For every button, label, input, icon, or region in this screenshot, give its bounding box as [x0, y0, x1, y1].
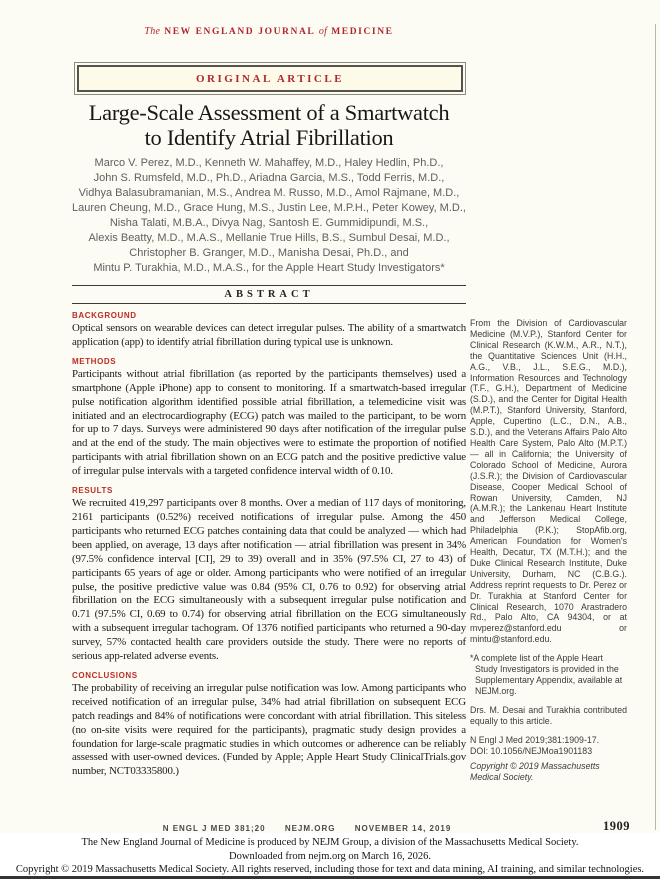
- masthead-medicine: MEDICINE: [331, 27, 394, 37]
- author-line: Lauren Cheung, M.D., Grace Hung, M.S., Justin Lee, M.P.H., Peter Kowey, M.D.,: [72, 202, 466, 214]
- viewport-bottom-border: [0, 876, 660, 879]
- section-label-background: BACKGROUND: [72, 311, 137, 320]
- original-article-label: ORIGINAL ARTICLE: [77, 65, 463, 92]
- notice-copyright: Copyright © 2019 Massachusetts Medical Society. All rights reserved, including those for text and data mining, AI training, and similar technologies.: [15, 864, 645, 875]
- notice-produced-by: The New England Journal of Medicine is produced by NEJM Group, a division of the Massachusetts Medical Society.: [81, 837, 579, 848]
- abstract-heading: ABSTRACT: [224, 289, 314, 300]
- citation-reference: N Engl J Med 2019;381:1909-17.: [470, 734, 600, 745]
- original-article-box: [74, 62, 466, 95]
- abstract-rule-bottom: [72, 303, 466, 304]
- contribution-note: Drs. M. Desai and Turakhia contributed equally to this article.: [470, 704, 627, 726]
- section-label-conclusions: CONCLUSIONS: [72, 670, 138, 680]
- abstract-results-block: [72, 486, 466, 664]
- abstract-background-block: [72, 311, 466, 350]
- doi-reference: DOI: 10.1056/NEJMoa1901183: [470, 745, 593, 756]
- author-line: Mintu P. Turakhia, M.D., M.A.S., for the Apple Heart Study Investigators*: [93, 262, 445, 274]
- author-line: Christopher B. Granger, M.D., Manisha Desai, Ph.D., and: [129, 247, 409, 259]
- section-text-methods: Participants without atrial fibrillation (as reported by the participants themselves) used a smartphone (Apple iPhone) app to consent to monitoring. If a smartwatch-based irregular pulse notification algorithm identified possible atrial fibrillation, a telemedicine visit was initiated and an electrocardiography (ECG) patch was mailed to the participant, to be worn for up to 7 days. Surveys were administered 90 days after notification of the irregular pulse and at the end of the study. The main objectives were to estimate the proportion of notified participants with atrial fibrillation shown on an ECG patch and the positive predictive value of irregular pulse intervals with a targeted confidence interval width of 0.10.: [72, 367, 466, 478]
- investigators-note: *A complete list of the Apple Heart Study Investigators is provided in the Supplementary Appendix, available at NEJM.org.: [470, 653, 623, 696]
- journal-masthead: [72, 26, 466, 37]
- affiliations-paragraph: From the Division of Cardiovascular Medicine (M.V.P.), Stanford Center for Clinical Research (K.W.M., A.R., N.T.), the Quantitative Sciences Unit (H.H., A.G., V.B., J.L., S.E.G., M.D.), Information Resources and Technology (T.F., G.H.), Department of Medicine (S.D.), and the Center for Digital Health (M.P.T.), Stanford University, Stanford, Apple, Cupertino (L.C., D.N., A.B., S.D.), and the Veterans Affairs Palo Alto Health Care System, Palo Alto (M.P.T.) — all in California; the University of Colorado School of Medicine, Aurora (J.S.R.); the Division of Cardiovascular Disease, Cooper Medical School of Rowan University, Camden, NJ (A.M.R.); the Lankenau Heart Institute and Jefferson Medical College, Philadelphia (P.K.); StopAfib.org, American Foundation for Women's Health, Decatur, TX (M.T.H.); and the Duke Clinical Research Institute, Duke University, Durham, NC (C.B.G.). Address reprint requests to Dr. Perez or Dr. Turakhia at Stanford Center for Clinical Research, 1070 Arastradero Rd., Palo Alto, CA 94304, or at mvperez@stanford.edu or mintu@stanford.edu.: [470, 318, 627, 645]
- masthead-new-england-journal: NEW ENGLAND JOURNAL: [164, 27, 315, 37]
- author-line: John S. Rumsfeld, M.D., Ph.D., Ariadna Garcia, M.S., Todd Ferris, M.D.,: [93, 172, 445, 184]
- article-title-line1: Large-Scale Assessment of a Smartwatch: [88, 100, 450, 125]
- abstract-section: [72, 285, 466, 779]
- notice-downloaded-from: Downloaded from nejm.org on March 16, 2026.: [229, 850, 431, 862]
- article-title: [72, 100, 466, 150]
- section-label-methods: METHODS: [72, 356, 117, 366]
- author-line: Nisha Talati, M.B.A., Divya Nag, Santosh E. Gummidipundi, M.S.,: [109, 217, 429, 229]
- page-edge-line: [655, 24, 656, 830]
- abstract-methods-block: [72, 357, 466, 479]
- section-text-background: Optical sensors on wearable devices can detect irregular pulses. The ability of a smartwatch application (app) to identify atrial fibrillation during typical use is unknown.: [72, 322, 466, 348]
- footer-citation-date: NOVEMBER 14, 2019: [354, 824, 452, 833]
- section-label-results: RESULTS: [72, 486, 113, 496]
- affiliations-sidebar: [470, 318, 627, 791]
- page-number: 1909: [603, 819, 630, 833]
- masthead-of: of: [318, 26, 328, 37]
- journal-footer-citation: [72, 824, 542, 833]
- copyright-note: Copyright © 2019 Massachusetts Medical Society.: [470, 761, 600, 783]
- footer-citation-site: NEJM.ORG: [284, 824, 336, 833]
- author-line: Marco V. Perez, M.D., Kenneth W. Mahaffey, M.D., Haley Hedlin, Ph.D.,: [94, 157, 444, 169]
- author-line: Vidhya Balasubramanian, M.S., Andrea M. Russo, M.D., Amol Rajmane, M.D.,: [78, 187, 460, 199]
- authors-list: [72, 156, 466, 276]
- section-text-results: We recruited 419,297 participants over 8 months. Over a median of 117 days of monitoring, 2161 participants (0.52%) received notifications of irregular pulse. Among the 450 participants who returned ECG patches containing data that could be analyzed — which had been applied, on average, 13 days after notification — atrial fibrillation was present in 34% (97.5% confidence interval [CI], 29 to 39) overall and in 35% (97.5% CI, 27 to 43) of participants 65 years of age or older. Among participants who were notified of an irregular pulse, the positive predictive value was 0.84 (95% CI, 0.76 to 0.92) for observing atrial fibrillation on the ECG simultaneously with a subsequent irregular pulse notification and 0.71 (97.5% CI, 0.69 to 0.74) for observing atrial fibrillation on the ECG simultaneously with a subsequent irregular tachogram. Of 1376 notified participants who returned a 90-day survey, 57% contacted health care providers outside the study. There were no reports of serious app-related adverse events.: [72, 497, 466, 663]
- author-line: Alexis Beatty, M.D., M.A.S., Mellanie True Hills, B.S., Sumbul Desai, M.D.,: [88, 232, 450, 244]
- section-text-conclusions: The probability of receiving an irregular pulse notification was low. Among participants who received notification of an irregular pulse, 34% had atrial fibrillation on subsequent ECG patch readings and 84% of notifications were concordant with atrial fibrillation. This siteless (no on-site visits were required for the participants), pragmatic study design provides a foundation for large-scale pragmatic studies in which outcomes or adherence can be reliably assessed with user-owned devices. (Funded by Apple; Apple Heart Study ClinicalTrials.gov number, NCT03335800.): [72, 681, 466, 778]
- article-title-line2: to Identify Atrial Fibrillation: [144, 125, 394, 150]
- footer-citation-issue: N ENGL J MED 381;20: [162, 824, 266, 833]
- abstract-conclusions-block: [72, 671, 466, 779]
- masthead-the: The: [144, 26, 161, 37]
- download-notice: [0, 836, 660, 877]
